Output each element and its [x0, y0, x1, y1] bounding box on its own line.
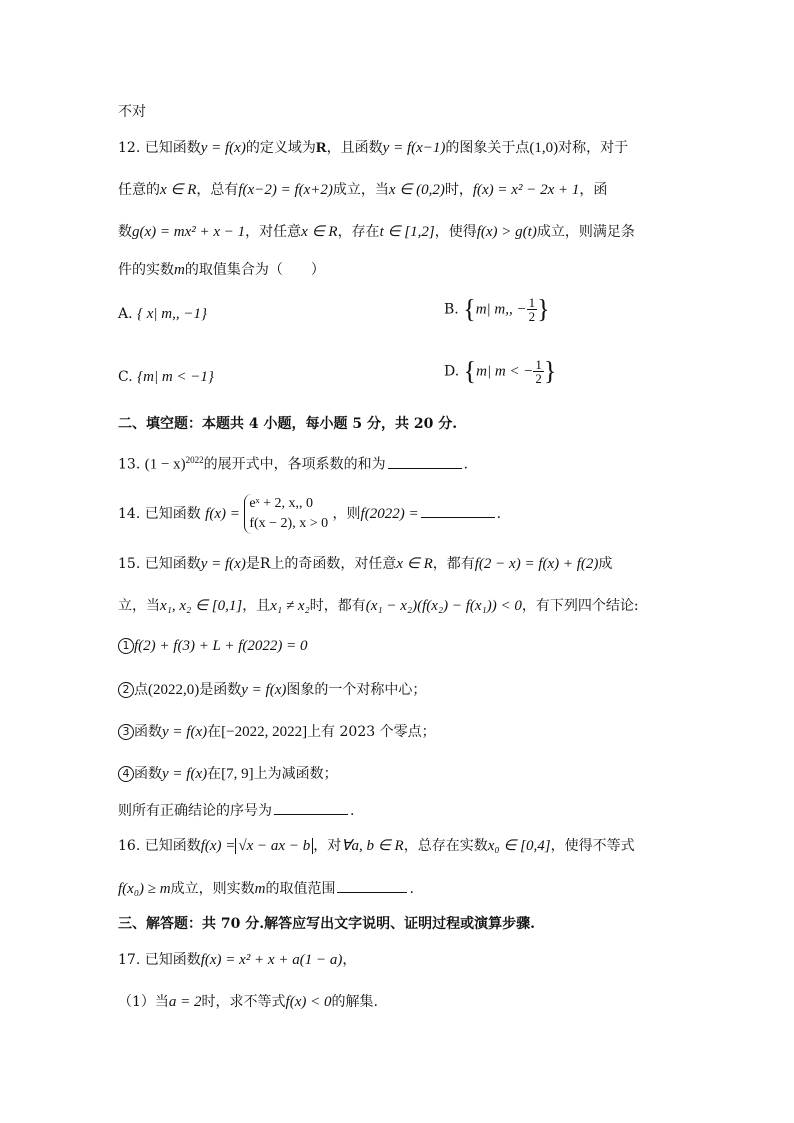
- q12-line3: 数g(x) = mx² + x − 1，对任意x ∈ R，存在t ∈ [1,2]，使得f(x) > g(t)成立，则满足条: [118, 224, 635, 240]
- fraction: $\frac{1}{2}$: [535, 357, 542, 386]
- q12-line4: 件的实数m的取值集合为（ ）: [118, 262, 325, 278]
- q17-part1: （1）当a = 2时，求不等式f(x) < 0的解集.: [118, 994, 378, 1010]
- q17: 17. 已知函数f(x) = x² + x + a(1 − a)，: [118, 952, 357, 968]
- q12-line2: 任意的x ∈ R，总有f(x−2) = f(x+2)成立，当x ∈ (0,2)时，f(x) = x² − 2x + 1，函: [118, 182, 608, 198]
- q15-conclusion-1: 1 f(2) + f(3) + L + f(2022) = 0: [118, 636, 308, 656]
- section-fill-in-title: 二、填空题：本题共 4 小题，每小题 5 分，共 20 分.: [118, 416, 458, 432]
- q15-conclusion-2: 2 点(2022,0)是函数y = f(x)图象的一个对称中心；: [118, 680, 426, 700]
- q16-line2: f(x₀) ≥ m成立，则实数m的取值范围 .: [118, 878, 414, 899]
- section-solution-title: 三、解答题：共 70 分.解答应写出文字说明、证明过程或演算步骤.: [118, 916, 535, 932]
- answer-blank[interactable]: [337, 878, 407, 893]
- fraction: $\frac{1}{2}$: [528, 295, 536, 324]
- q12-option-c[interactable]: C. {m| m < −1}: [118, 369, 214, 385]
- prev-answer-tail: 不对: [118, 104, 146, 120]
- circled-number-icon: 1: [118, 638, 134, 654]
- q14: 14. 已知函数 f(x) = eˣ + 2, x,, 0 f(x − 2), x > 0 ，则f(2022) = .: [118, 494, 501, 534]
- q13: 13. $(1 - x)^{2022}$的展开式中，各项系数的和为 .: [118, 455, 469, 473]
- q15-line2: 立，当x₁, x₂ ∈ [0,1]，且x₁ ≠ x₂时，都有(x₁ − x₂)(f(x₂) − f(x₁)) < 0，有下列四个结论:: [118, 598, 639, 614]
- q15-line1: 15. 已知函数y = f(x)是R上的奇函数，对任意x ∈ R，都有f(2 − x) = f(x) + f(2)成: [118, 556, 613, 572]
- answer-blank[interactable]: [388, 454, 462, 469]
- q15-conclusion-3: 3 函数y = f(x)在[−2022, 2022]上有 2023 个零点；: [118, 722, 436, 742]
- circled-number-icon: 2: [118, 682, 134, 698]
- circled-number-icon: 3: [118, 724, 134, 740]
- circled-number-icon: 4: [118, 766, 134, 782]
- q12-option-b[interactable]: B. {m| m,, − $\frac{1}{2}$ }: [444, 294, 550, 324]
- answer-blank[interactable]: [421, 503, 495, 518]
- q12-option-a[interactable]: A. { x| m,, −1}: [118, 306, 207, 322]
- q15-ask: 则所有正确结论的序号为 .: [118, 800, 354, 821]
- answer-blank[interactable]: [274, 800, 348, 815]
- q12-line1: 12. 已知函数y = f(x)的定义域为R，且函数y = f(x−1)的图象关于点(1,0)对称，对于: [118, 140, 629, 156]
- q15-conclusion-4: 4 函数y = f(x)在[7, 9]上为减函数；: [118, 764, 338, 784]
- q12-option-d[interactable]: D. {m| m < − $\frac{1}{2}$ }: [444, 356, 557, 386]
- piecewise-brace: eˣ + 2, x,, 0 f(x − 2), x > 0: [244, 494, 328, 534]
- q16-line1: 16. 已知函数f(x) = √x − ax − b ，对∀a, b ∈ R，总存在实数x₀ ∈ [0,4]，使得不等式: [118, 838, 635, 854]
